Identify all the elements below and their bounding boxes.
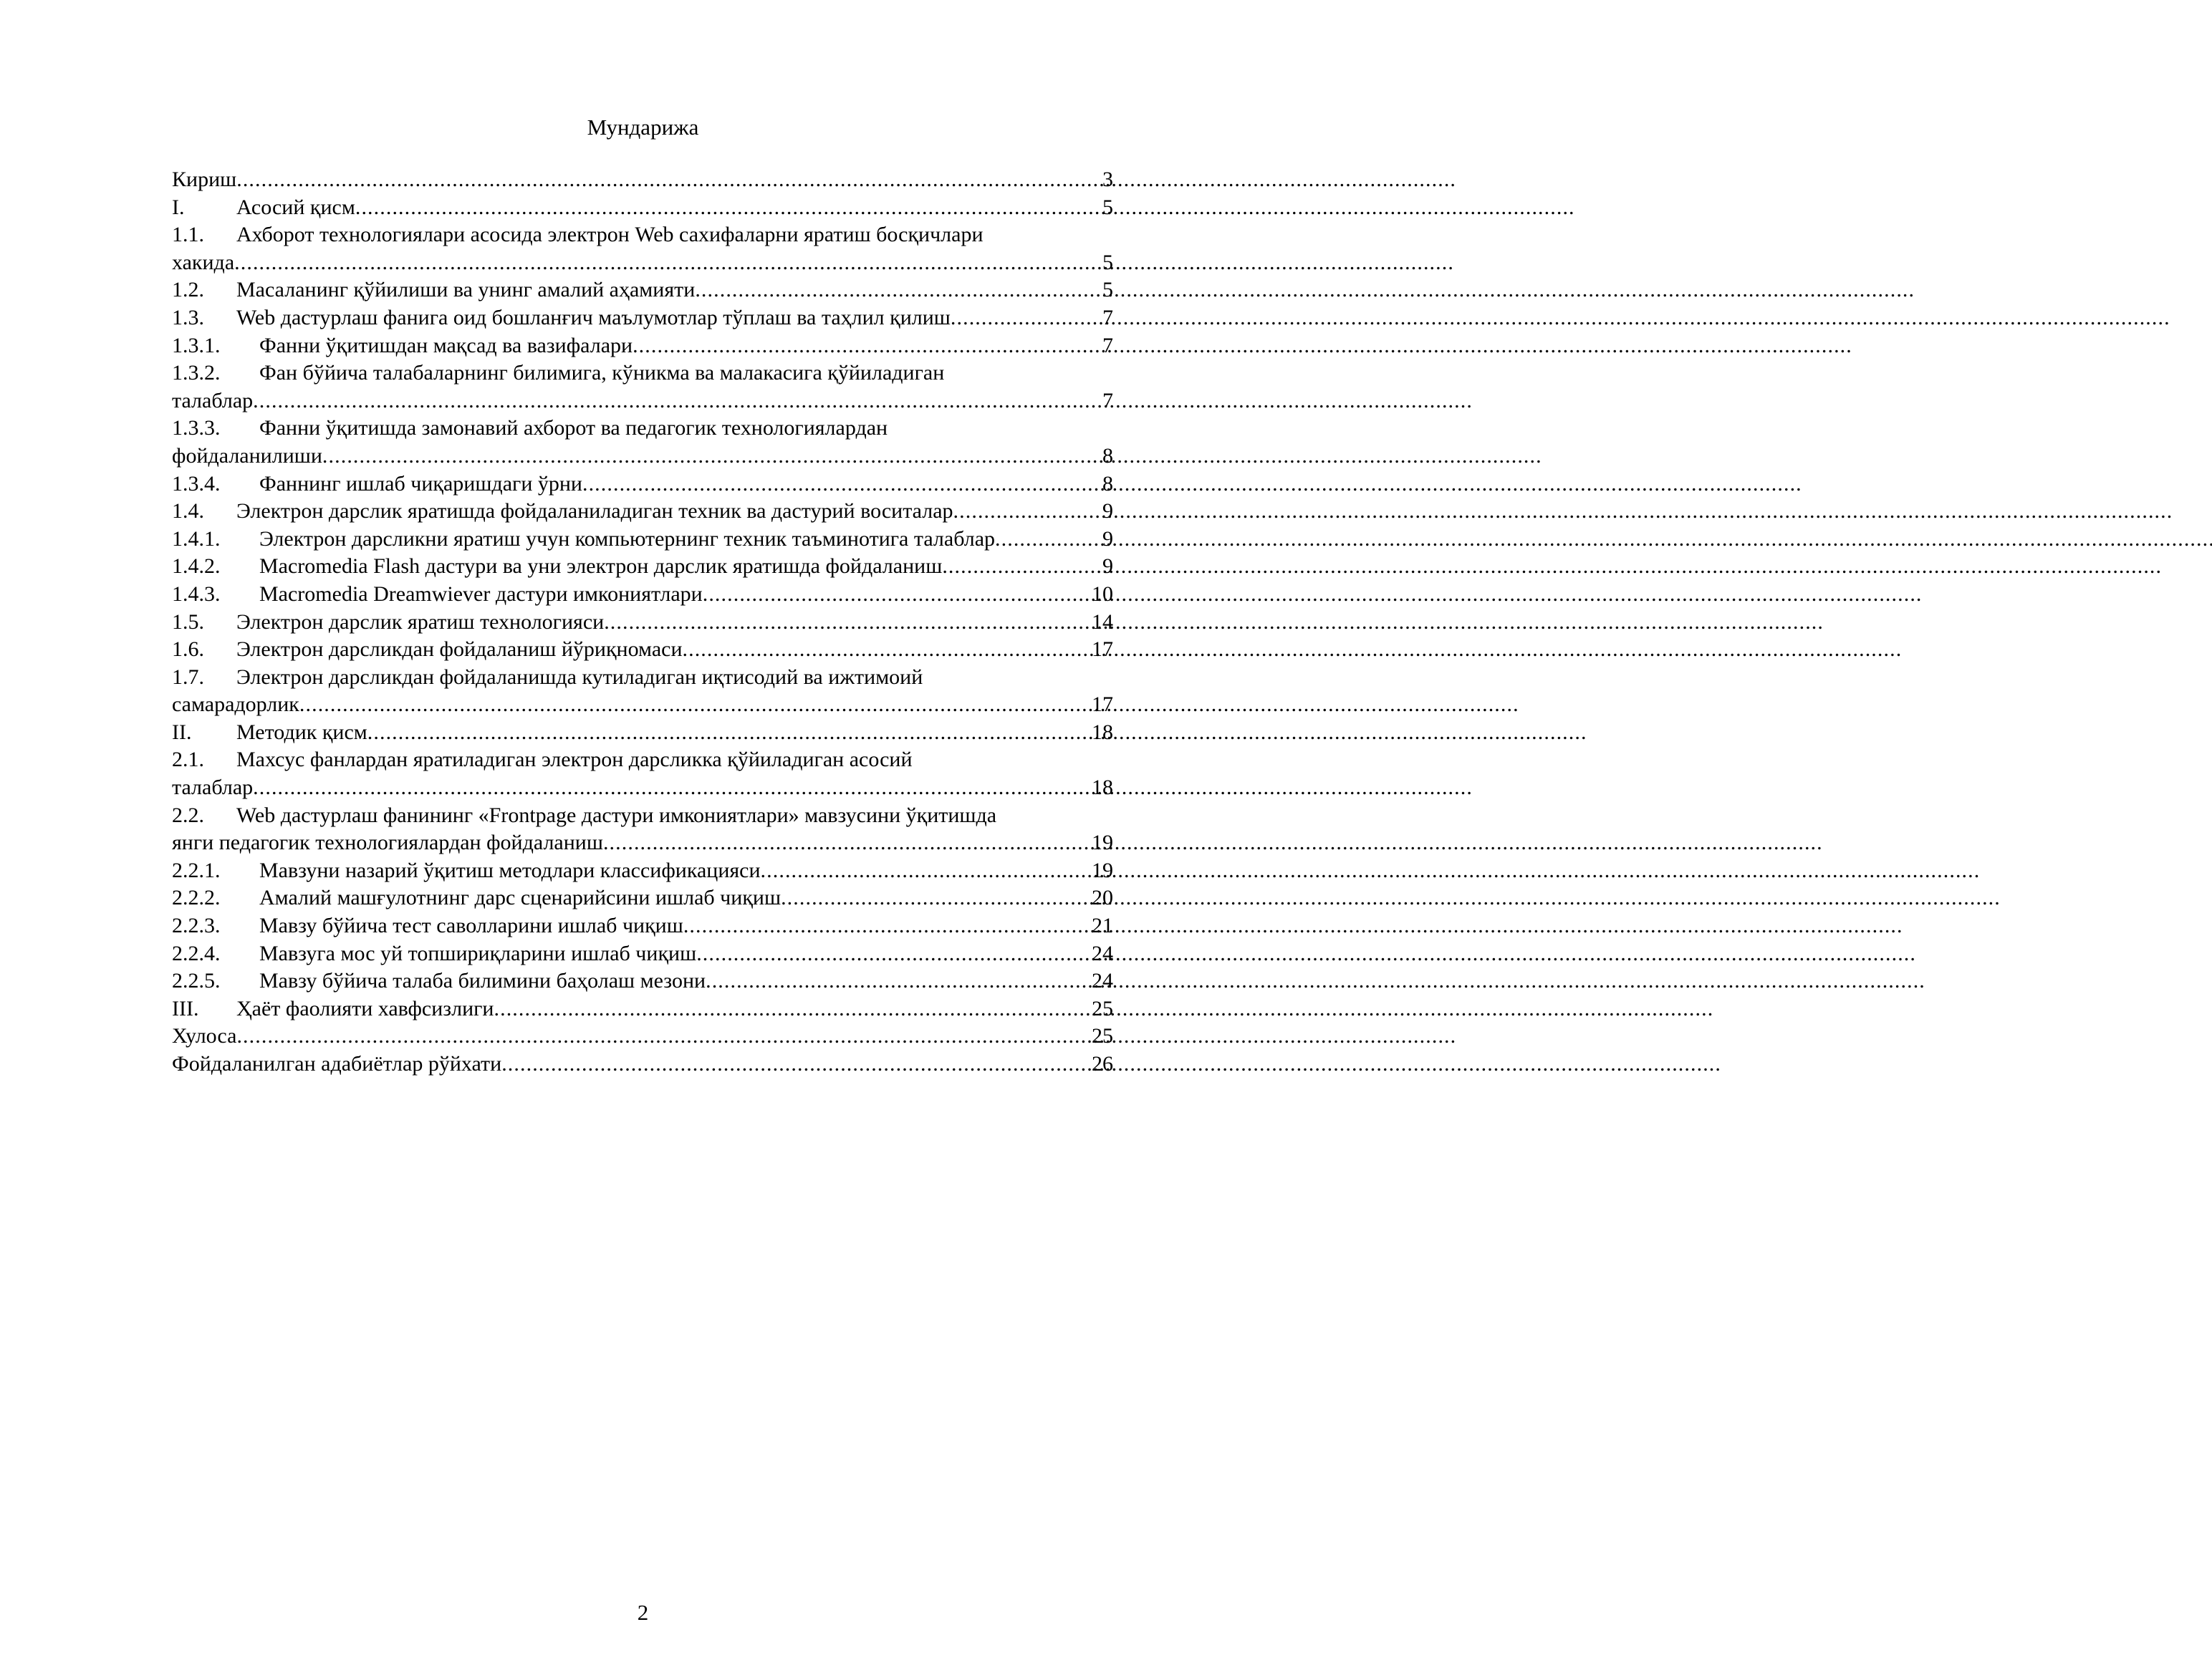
toc-entry[interactable]	[172, 415, 1113, 470]
toc-entry-number: 1.6.	[172, 637, 204, 662]
toc-entry-number: 2.2.3.	[172, 914, 221, 938]
toc-entry[interactable]	[172, 470, 1113, 498]
toc-leader-dots	[604, 609, 1092, 637]
toc-entry-number: I.	[172, 195, 185, 219]
toc-entry-page: 10	[1092, 581, 1113, 606]
toc-leader-dots	[761, 857, 1092, 885]
toc-entry-page: 19	[1092, 858, 1113, 882]
toc-leader-dots	[942, 553, 1102, 581]
toc-entry-title: Электрон дарсликдан фойдаланиш йўриқномаси	[236, 637, 683, 662]
toc-entry-title: Macromedia Flash дастури ва уни электрон дарслик яратишда фойдаланиш	[259, 554, 943, 579]
toc-entry-title: Электрон дарсликдан фойдаланишда кутиладиган иқтисодий ва ижтимоий	[236, 665, 923, 689]
toc-entry[interactable]	[172, 719, 1113, 747]
toc-entry-page: 25	[1092, 1024, 1113, 1048]
toc-entry-page: 21	[1092, 914, 1113, 938]
toc-leader-dots	[355, 194, 1102, 222]
toc-leader-dots	[236, 1023, 1092, 1051]
toc-leader-dots	[995, 526, 1102, 554]
toc-entry[interactable]	[172, 304, 1113, 332]
toc-entry-title: Асосий қисм	[236, 195, 355, 219]
toc-entry-number: 2.2.5.	[172, 969, 221, 993]
toc-entry-title: Фан бўйича талабаларнинг билимига, кўникма ва малакасига қўйиладиган	[259, 361, 945, 385]
toc-entry-number: 2.2.	[172, 803, 204, 827]
toc-entry[interactable]	[172, 166, 1113, 194]
toc-entry-page: 17	[1092, 692, 1113, 717]
toc-entry[interactable]	[172, 636, 1113, 664]
page-number: 2	[637, 1600, 649, 1625]
toc-entry-page: 17	[1092, 637, 1113, 662]
toc-entry-page: 7	[1102, 305, 1113, 329]
toc-entry-number: 1.3.	[172, 305, 204, 329]
toc-entry-number: 2.1.	[172, 748, 204, 772]
toc-entry-title: Фойдаланилган адабиётлар рўйхати	[172, 1052, 502, 1076]
toc-entry[interactable]	[172, 884, 1113, 912]
toc-entry-number: 1.4.3.	[172, 581, 221, 606]
toc-entry-title: Хулоса	[172, 1024, 237, 1048]
toc-entry-page: 5	[1102, 250, 1113, 274]
toc-leader-dots	[953, 498, 1102, 526]
toc-entry-page: 8	[1102, 471, 1113, 496]
toc-entry-number: 1.3.4.	[172, 471, 221, 496]
toc-entry-title: Масаланинг қўйилиши ва унинг амалий аҳамияти	[236, 278, 696, 302]
toc-entry-number: 2.2.2.	[172, 886, 221, 910]
toc-entry-title: фойдаланилиши	[172, 443, 322, 468]
toc-entry-page: 5	[1102, 278, 1113, 302]
toc-entry-page: 5	[1102, 195, 1113, 219]
toc-leader-dots	[696, 940, 1092, 968]
toc-entry-title: Фаннинг ишлаб чиқаришдаги ўрни	[259, 471, 582, 496]
toc-entry[interactable]	[172, 581, 1113, 609]
toc-entry-title: талаблар	[172, 776, 254, 800]
toc-entry-number: 1.2.	[172, 278, 204, 302]
toc-entry[interactable]	[172, 498, 1113, 526]
toc-entry-number: II.	[172, 720, 192, 744]
toc-entry-title: Web дастурлаш фанининг «Frontpage дастури имкониятлари» мавзусини ўқитишда	[236, 803, 997, 827]
toc-leader-dots	[501, 1051, 1092, 1078]
toc-leader-dots	[781, 884, 1092, 912]
toc-entry-title: янги педагогик технологиялардан фойдаланиш	[172, 831, 603, 855]
toc-entry-number: 1.4.1.	[172, 526, 221, 551]
toc-entry-title: Ҳаёт фаолияти хавфсизлиги	[236, 996, 494, 1020]
toc-entry-page: 3	[1102, 168, 1113, 191]
toc-entry-page: 26	[1092, 1052, 1113, 1076]
toc-leader-dots	[299, 691, 1092, 719]
toc-entry-title: Мавзуга мос уй топшириқларини ишлаб чиқиш	[259, 941, 697, 965]
toc-entry[interactable]	[172, 526, 1113, 554]
toc-entry-title: Ахборот технологиялари асосида электрон Web сахифаларни яратиш босқичлари	[236, 223, 984, 247]
toc-entry-number: 1.4.2.	[172, 554, 221, 579]
toc-leader-dots	[695, 276, 1102, 304]
toc-entry[interactable]	[172, 912, 1113, 940]
toc-entry-page: 7	[1102, 333, 1113, 357]
toc-entry[interactable]	[172, 276, 1113, 304]
toc-entry-title: Web дастурлаш фанига оид бошланғич маълумотлар тўплаш ва таҳлил қилиш	[236, 305, 951, 329]
toc-entry[interactable]	[172, 940, 1113, 968]
toc-entry[interactable]	[172, 194, 1113, 222]
toc-entry-number: 1.3.3.	[172, 416, 221, 440]
toc-leader-dots	[234, 249, 1102, 277]
toc-entry-number: 1.7.	[172, 665, 204, 689]
toc-entry-page: 25	[1092, 996, 1113, 1020]
toc-entry[interactable]	[172, 359, 1113, 415]
toc-entry-page: 8	[1102, 443, 1113, 468]
toc-leader-dots	[706, 967, 1092, 995]
toc-entry[interactable]	[172, 857, 1113, 885]
toc-leader-dots	[683, 636, 1092, 664]
toc-entry-page: 20	[1092, 886, 1113, 910]
toc-entry-title: Кириш	[172, 168, 237, 191]
toc-leader-dots	[951, 304, 1102, 332]
toc-entry-page: 24	[1092, 969, 1113, 993]
toc-leader-dots	[703, 581, 1092, 609]
toc-leader-dots	[322, 443, 1102, 470]
toc-entry-title: Электрон дарслик яратиш технологияси	[236, 609, 605, 634]
toc-entry-title: Мавзуни назарий ўқитиш методлари классификацияси	[259, 858, 761, 882]
toc-entry-number: 1.3.1.	[172, 333, 221, 357]
toc-entry-title: Мавзу бўйича талаба билимини баҳолаш мезони	[259, 969, 706, 993]
toc-leader-dots	[236, 166, 1102, 194]
toc-entry-page: 9	[1102, 499, 1113, 523]
toc-entry-title: Macromedia Dreamwiever дастури имкониятлари	[259, 581, 703, 606]
toc-entry-page: 7	[1102, 388, 1113, 412]
toc-entry-title: талаблар	[172, 388, 254, 412]
toc-entry-title: Махсус фанлардан яратиладиган электрон дарсликка қўйиладиган асосий	[236, 748, 913, 772]
toc-entry-page: 19	[1092, 831, 1113, 855]
toc-entry-number: 1.3.2.	[172, 361, 221, 385]
toc-entry-page: 24	[1092, 941, 1113, 965]
toc-entry[interactable]	[172, 332, 1113, 360]
toc-entry[interactable]	[172, 1051, 1113, 1078]
toc-leader-dots	[582, 470, 1102, 498]
toc-entry-title: самарадорлик	[172, 692, 299, 717]
toc-entry-page: 9	[1102, 554, 1113, 579]
toc-entry-title: Фанни ўқитишда замонавий ахборот ва педагогик технологиялардан	[259, 416, 888, 440]
toc-entry-title: Электрон дарсликни яратиш учун компьютернинг техник таъминотига талаблар	[259, 526, 996, 551]
toc-entry[interactable]	[172, 1023, 1113, 1051]
toc-entry[interactable]	[172, 664, 1113, 719]
toc-leader-dots	[253, 387, 1102, 415]
toc-leader-dots	[367, 719, 1092, 747]
toc-entry-title: Мавзу бўйича тест саволларини ишлаб чиқиш	[259, 914, 683, 938]
toc-entry-number: 1.5.	[172, 609, 204, 634]
toc-leader-dots	[603, 829, 1092, 857]
table-of-contents	[172, 166, 1113, 1078]
toc-leader-dots	[683, 912, 1092, 940]
toc-entry-page: 18	[1092, 720, 1113, 744]
toc-entry-number: III.	[172, 996, 199, 1020]
toc-entry-title: Электрон дарслик яратишда фойдаланиладиган техник ва дастурий воситалар	[236, 499, 953, 523]
toc-entry-title: Методик қисм	[236, 720, 367, 744]
toc-entry[interactable]	[172, 967, 1113, 995]
toc-entry-number: 2.2.4.	[172, 941, 221, 965]
toc-entry[interactable]	[172, 802, 1113, 857]
toc-leader-dots	[494, 995, 1092, 1023]
toc-entry[interactable]	[172, 553, 1113, 581]
toc-entry-title: Амалий машғулотнинг дарс сценарийсини ишлаб чиқиш	[259, 886, 782, 910]
toc-entry-number: 1.1.	[172, 223, 204, 247]
toc-entry[interactable]	[172, 609, 1113, 637]
page-title: Мундарижа	[587, 115, 699, 140]
toc-entry-number: 2.2.1.	[172, 858, 221, 882]
toc-leader-dots	[253, 774, 1092, 802]
toc-entry-page: 9	[1102, 526, 1113, 551]
toc-leader-dots	[633, 332, 1102, 360]
toc-entry-number: 1.4.	[172, 499, 204, 523]
toc-entry-title: Фанни ўқитишдан мақсад ва вазифалари	[259, 333, 633, 357]
toc-entry-page: 18	[1092, 776, 1113, 800]
toc-entry-title: хакида	[172, 250, 235, 274]
toc-entry[interactable]	[172, 995, 1113, 1023]
toc-entry[interactable]	[172, 746, 1113, 801]
toc-entry-page: 14	[1092, 609, 1113, 634]
toc-entry[interactable]	[172, 221, 1113, 276]
